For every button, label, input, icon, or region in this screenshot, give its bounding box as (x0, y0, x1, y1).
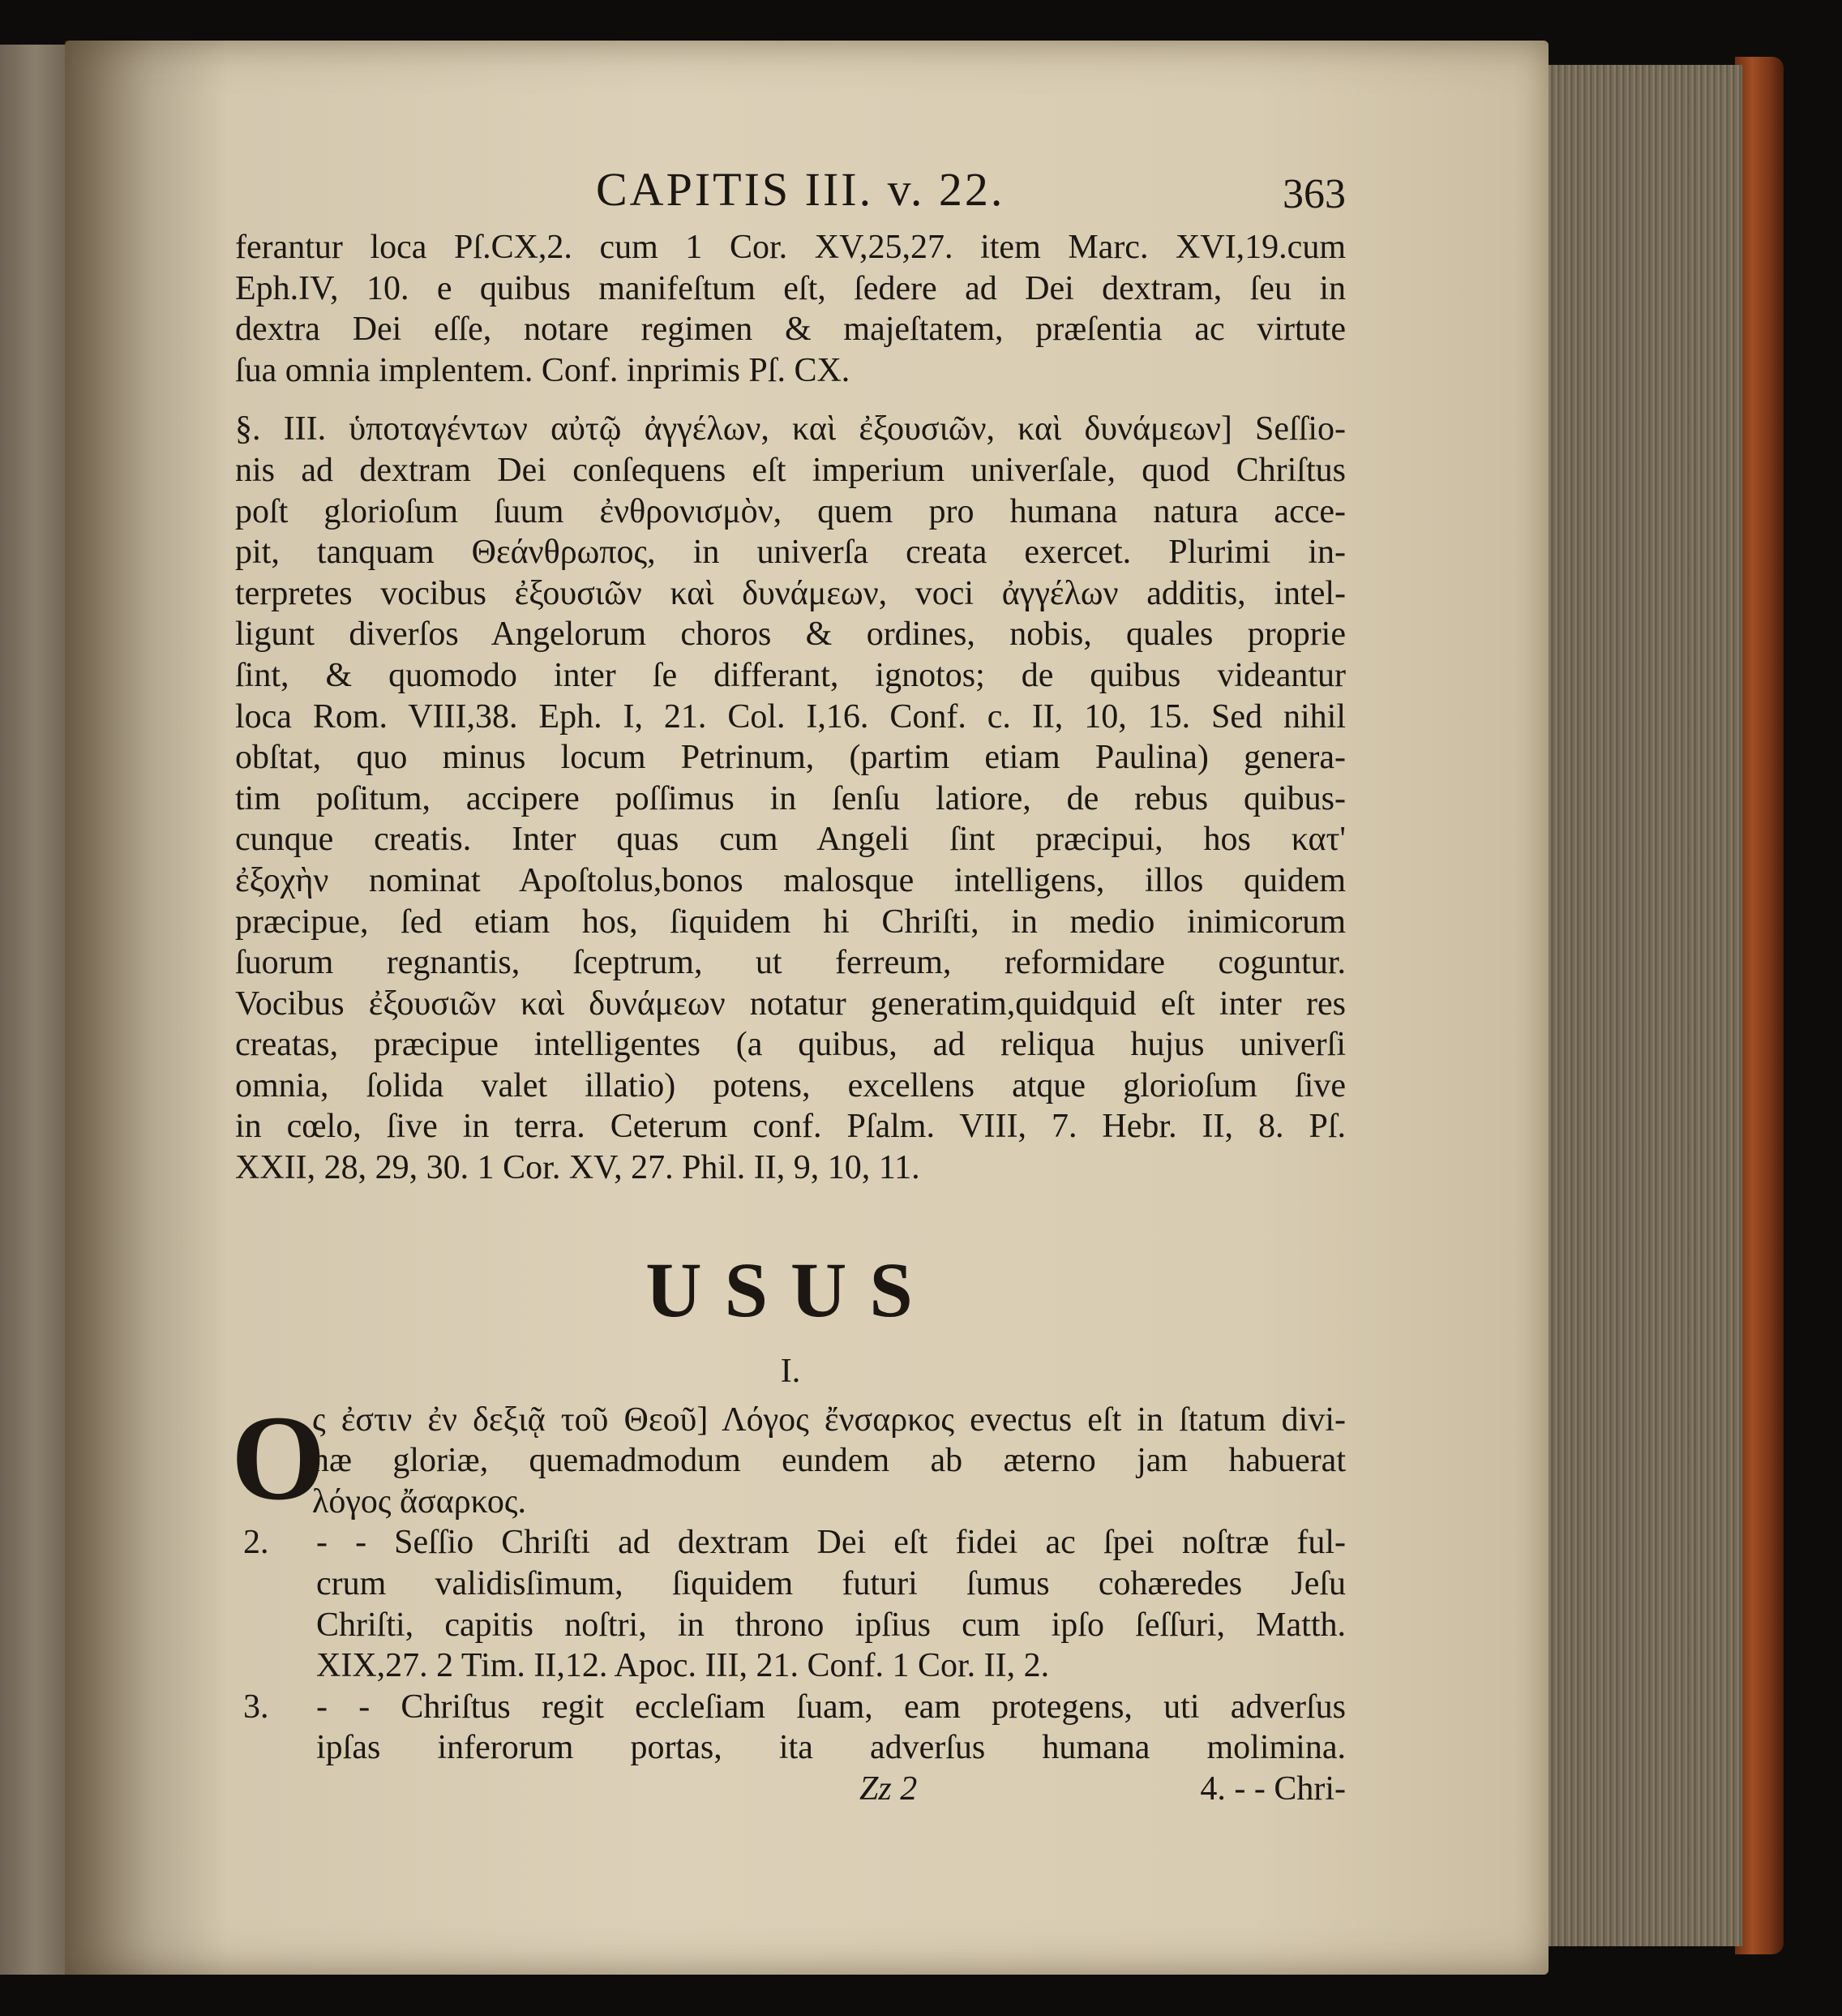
text-line: in cœlo, ſive in terra. Ceterum conf. Pſalm. VIII, 7. Hebr. II, 8. Pſ. (235, 1108, 1346, 1146)
text-line: XXII, 28, 29, 30. 1 Cor. XV, 27. Phil. II, 9, 10, 11. (235, 1149, 920, 1187)
text-line: Eph.IV, 10. e quibus manifeſtum eſt, ſedere ad Dei dextram, ſeu in (235, 269, 1346, 307)
usus-item-1 (231, 1390, 1346, 1525)
page-footer (235, 1769, 1346, 1817)
text-line: - - Chriſtus regit eccleſiam ſuam, eam protegens, uti adverſus (316, 1688, 1346, 1726)
text-line: - - Seſſio Chriſti ad dextram Dei eſt fidei ac ſpei noſtræ ful- (316, 1524, 1346, 1562)
text-line: poſt glorioſum ſuum ἐνθρονισμὸν, quem pro humana natura acce- (235, 492, 1346, 530)
text-line: dextra Dei eſſe, notare regimen & majeſtatem, præſentia ac virtute (235, 311, 1346, 349)
text-line: næ gloriæ, quemadmodum eundem ab æterno jam habuerat (312, 1442, 1346, 1480)
page-number: 363 (1283, 171, 1346, 217)
page-text (231, 162, 1346, 1817)
text-line: ς ἐστιν ἐν δεξιᾷ τοῦ Θεοῦ] Λόγος ἔνσαρκος evectus eſt in ſtatum divi- (312, 1400, 1346, 1439)
text-line: §. III. ὑποταγέντων αὐτῷ ἀγγέλων, καὶ ἐξουσιῶν, καὶ δυνάμεων] Seſſio- (235, 410, 1346, 448)
usus-item-3 (235, 1687, 1346, 1769)
text-line: præcipue, ſed etiam hos, ſiquidem hi Chriſti, in medio inimicorum (235, 903, 1346, 941)
text-line: ſua omnia implentem. Conf. inprimis Pſ. CX. (235, 351, 850, 389)
text-line: ferantur loca Pſ.CX,2. cum 1 Cor. XV,25,27. item Marc. XVI,19.cum (235, 229, 1346, 266)
text-line: tim poſitum, accipere poſſimus in ſenſu latiore, de rebus quibus- (235, 779, 1346, 817)
text-line: loca Rom. VIII,38. Eph. I, 21. Col. I,16. Conf. c. II, 10, 15. Sed nihil (235, 697, 1346, 736)
text-line: XIX,27. 2 Tim. II,12. Apoc. III, 21. Conf. 1 Cor. II, 2. (316, 1647, 1050, 1685)
item-number: 3. (243, 1688, 269, 1726)
item-number: 2. (243, 1524, 269, 1562)
usus-number: I. (780, 1352, 801, 1390)
text-line: Vocibus ἐξουσιῶν καὶ δυνάμεων notatur generatim,quidquid eſt inter res (235, 984, 1346, 1023)
text-line: pit, tanquam Θεάνθρωπος, in univerſa creata exercet. Plurimi in- (235, 534, 1346, 572)
signature-mark: Zz 2 (859, 1770, 918, 1808)
text-line: omnia, ſolida valet illatio) potens, excellens atque glorioſum ſive (235, 1066, 1346, 1105)
text-line: nis ad dextram Dei conſequens eſt imperium univerſale, quod Chriſtus (235, 451, 1346, 489)
text-line: crum validisſimum, ſiquidem futuri ſumus cohæredes Jeſu (316, 1565, 1346, 1603)
drop-cap: O (231, 1390, 326, 1525)
text-line: creatas, præcipue intelligentes (a quibus, ad reliqua hujus univerſi (235, 1026, 1346, 1064)
paragraph-continuation (235, 227, 1346, 391)
text-line: λόγος ἄσαρκος. (312, 1482, 527, 1521)
text-line: ſuorum regnantis, ſceptrum, ut ferreum, reformidare coguntur. (235, 944, 1346, 982)
usus-item-2 (235, 1522, 1346, 1686)
page-fore-edge (1544, 65, 1742, 1946)
catchword: 4. - - Chri- (1200, 1770, 1346, 1808)
text-line: ipſas inferorum portas, ita adverſus humana molimina. (316, 1729, 1346, 1767)
text-line: ἐξοχὴν nominat Apoſtolus,bonos malosque intelligens, illos quidem (235, 861, 1346, 899)
text-line: Chriſti, capitis noſtri, in throno ipſius cum ipſo ſeſſuri, Matth. (316, 1606, 1346, 1644)
text-line: obſtat, quo minus locum Petrinum, (partim etiam Paulina) genera- (235, 739, 1346, 777)
leather-cover (1735, 57, 1784, 1954)
running-head (235, 162, 1346, 227)
text-line: ſint, & quomodo inter ſe differant, ignotos; de quibus videantur (235, 656, 1346, 694)
usus-heading: USUS (645, 1246, 936, 1333)
section-3-paragraph (235, 409, 1346, 1188)
text-line: ligunt diverſos Angelorum choros & ordines, nobis, quales proprie (235, 616, 1346, 654)
text-line: cunque creatis. Inter quas cum Angeli ſint præcipui, hos κατ' (235, 821, 1346, 859)
running-head-title: CAPITIS III. v. 22. (596, 163, 1005, 216)
text-line: terpretes vocibus ἐξουσιῶν καὶ δυνάμεων, voci ἀγγέλων additis, intel- (235, 574, 1346, 612)
